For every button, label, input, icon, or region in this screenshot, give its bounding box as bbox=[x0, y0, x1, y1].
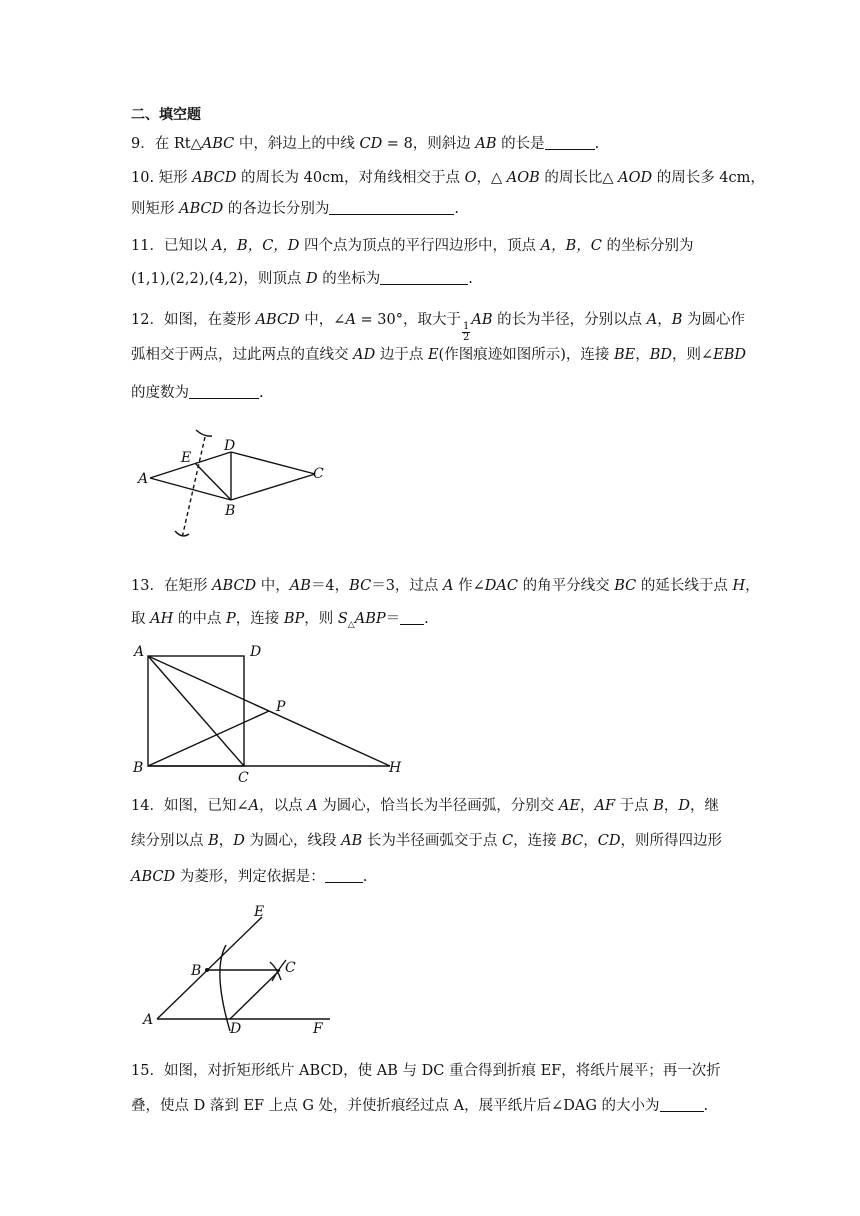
label-C: C bbox=[313, 466, 324, 482]
question-14-line-3: ABCD 为菱形，判定依据是： . bbox=[131, 869, 368, 885]
fraction-one-half: $\frac{1}{2}$ bbox=[463, 321, 470, 343]
label-A: A bbox=[138, 471, 149, 487]
question-13-line-2: 取 AH 的中点 P，连接 BP，则 $S_\triangle ABP=$ . bbox=[131, 611, 429, 630]
question-12-line-2: 弧相交于两点，过此两点的直线交 AD 边于点 E(作图痕迹如图所示)，连接 BE，BD，则∠EBD bbox=[131, 347, 747, 363]
question-13-line-1: 13．在矩形 ABCD 中，AB＝4，BC＝3，过点 A 作∠DAC 的角平分线交 BC 的延长线于点 H， bbox=[131, 578, 760, 594]
label-E: E bbox=[254, 904, 265, 920]
label-C: C bbox=[238, 770, 249, 786]
question-11-line-2: (1,1),(2,2),(4,2)，则顶点 D 的坐标为 . bbox=[131, 271, 473, 287]
label-B: B bbox=[225, 503, 236, 519]
question-12-line-3: 的度数为 . bbox=[131, 385, 264, 401]
question-10-line-1: 10. 矩形 ABCD 的周长为 40cm，对角线相交于点 O，△ AOB 的周长比△ AOD 的周长多 4cm， bbox=[131, 170, 765, 186]
question-12-line-1: 12．如图，在菱形 ABCD 中，∠A = 30°，取大于 $\frac{1}{2}$ AB 的长为半径，分别以点 A，B 为圆心作 bbox=[131, 312, 745, 343]
label-F: F bbox=[313, 1021, 323, 1037]
section-title: 二、填空题 bbox=[131, 107, 201, 123]
label-E: E bbox=[181, 450, 192, 466]
answer-blank-15[interactable] bbox=[660, 1097, 704, 1112]
label-D: D bbox=[224, 438, 236, 454]
label-H: H bbox=[389, 760, 402, 776]
label-B: B bbox=[133, 760, 144, 776]
question-15-line-2: 叠，使点 D 落到 EF 上点 G 处，并使折痕经过点 A，展平纸片后∠DAG 的大小为 . bbox=[131, 1098, 709, 1114]
label-D: D bbox=[250, 644, 262, 660]
label-B: B bbox=[191, 963, 202, 979]
question-15-line-1: 15．如图，对折矩形纸片 ABCD，使 AB 与 DC 重合得到折痕 EF，将纸片展平；再一次折 bbox=[131, 1063, 721, 1079]
question-11-line-1: 11．已知以 A，B，C，D 四个点为顶点的平行四边形中，顶点 A，B，C 的坐标分别为 bbox=[131, 238, 694, 254]
label-C: C bbox=[285, 960, 296, 976]
question-14-line-1: 14．如图，已知∠A，以点 A 为圆心，恰当长为半径画弧，分别交 AE，AF 于点 B，D，继 bbox=[131, 798, 720, 814]
label-A: A bbox=[143, 1012, 154, 1028]
question-14-line-2: 续分别以点 B，D 为圆心，线段 AB 长为半径画弧交于点 C，连接 BC，CD，则所得四边形 bbox=[131, 833, 722, 849]
label-A: A bbox=[134, 644, 145, 660]
question-9: 9．在 Rt△ABC 中，斜边上的中线 CD = 8，则斜边 AB 的长是 . bbox=[131, 136, 600, 152]
question-10-line-2: 则矩形 ABCD 的各边长分别为 . bbox=[131, 201, 459, 217]
label-D: D bbox=[230, 1021, 242, 1037]
label-P: P bbox=[276, 699, 286, 715]
